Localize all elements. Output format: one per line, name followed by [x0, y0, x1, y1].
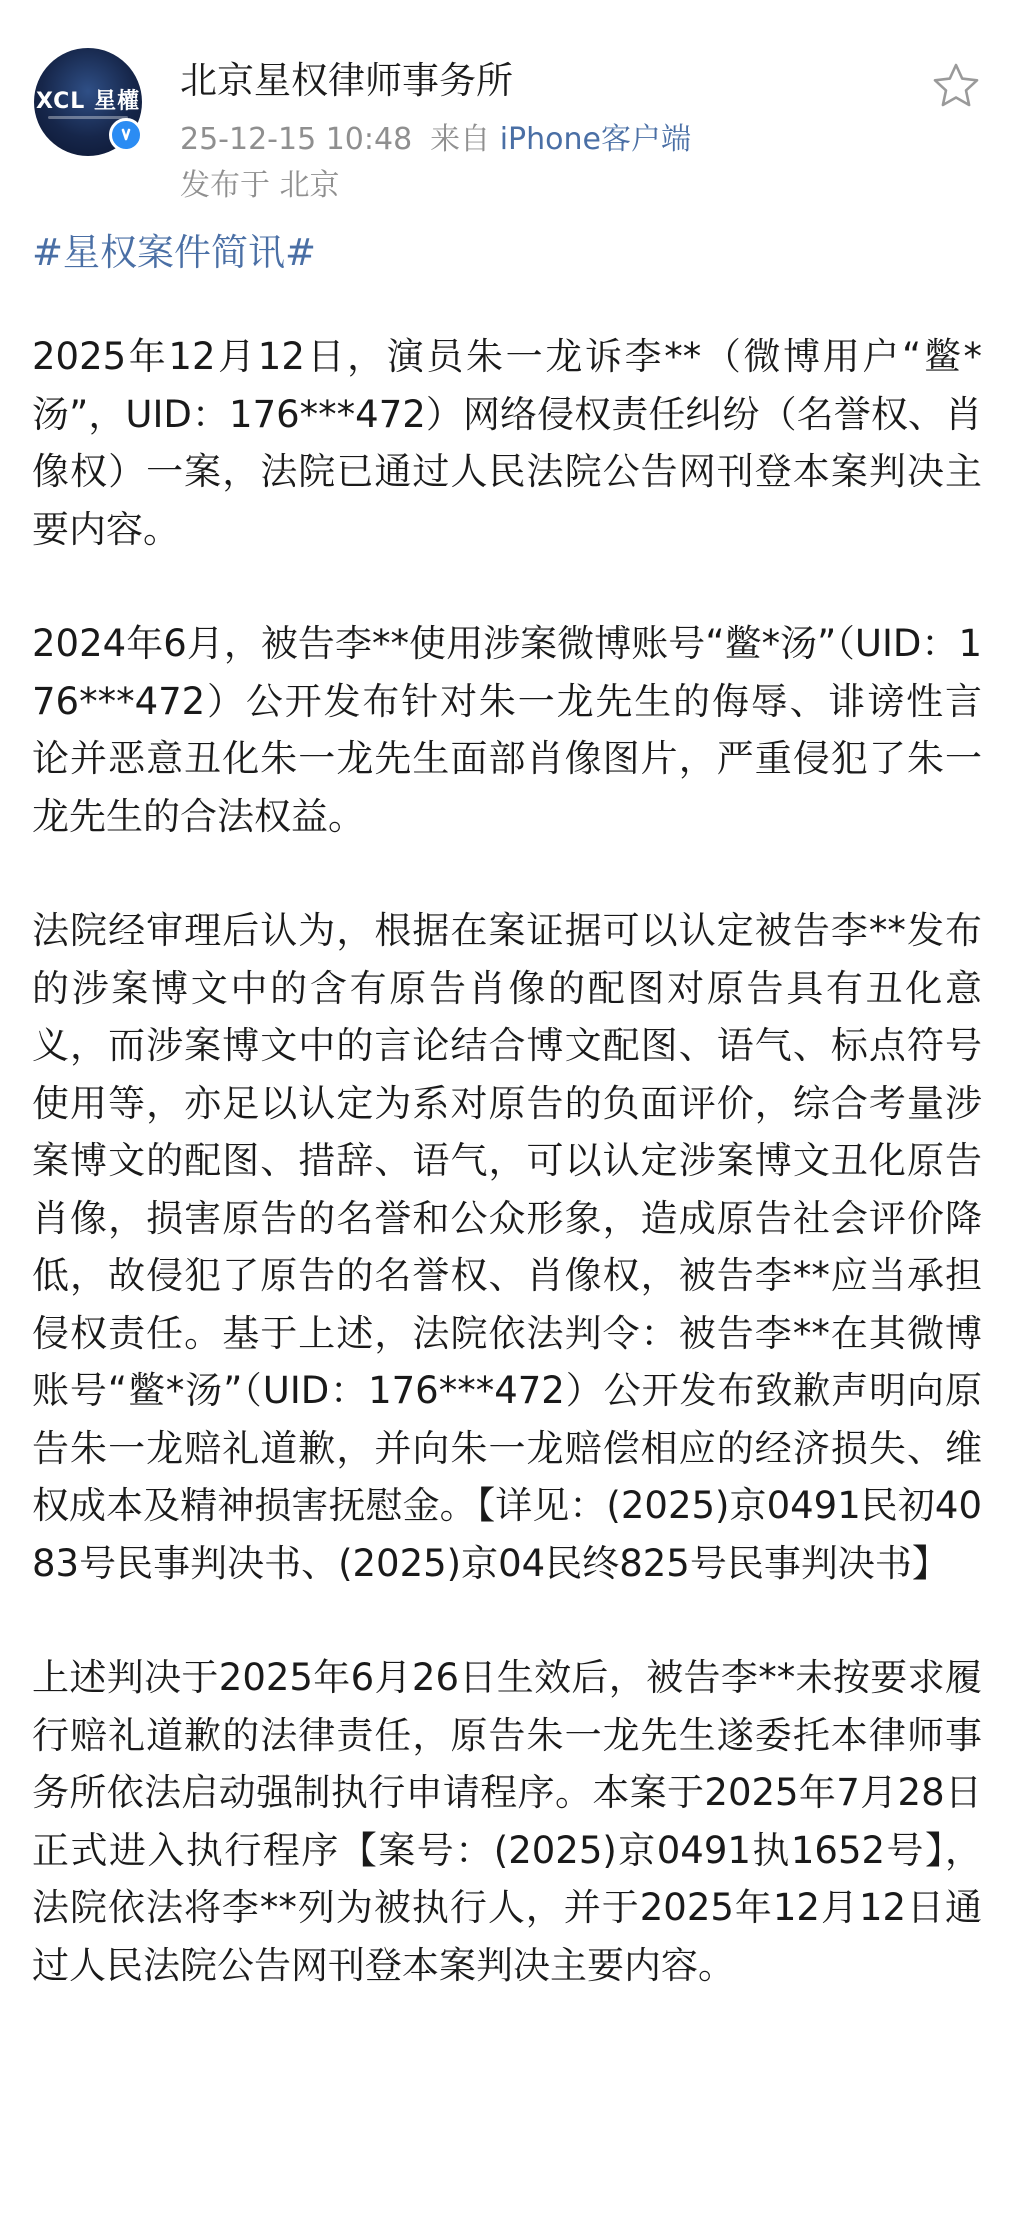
avatar-decoration	[48, 116, 128, 119]
author-name[interactable]: 北京星权律师事务所	[180, 59, 513, 102]
avatar-logo: XCL 星權	[35, 89, 140, 114]
post-meta	[180, 114, 691, 158]
paragraph-1: 2025年12月12日，演员朱一龙诉李**（微博用户“鳖*汤”，UID：176***472）网络侵权责任纠纷（名誉权、肖像权）一案，法院已通过人民法院公告网刊登本案判决主要内容。	[32, 335, 982, 551]
hashtag-link[interactable]: #星权案件简讯#	[32, 231, 317, 274]
source-prefix: 来自	[430, 122, 491, 157]
star-outline-icon[interactable]	[930, 60, 982, 112]
source-client-link[interactable]: iPhone客户端	[499, 122, 691, 157]
post-header	[0, 0, 1014, 203]
paragraph-4: 上述判决于2025年6月26日生效后，被告李**未按要求履行赔礼道歉的法律责任，原告朱一龙先生遂委托本律师事务所依法启动强制执行申请程序。本案于2025年7月28日正式进入执行程序【案号：(2025)京0491执1652号】，法院依法将李**列为被执行人，并于2025年12月12日通过人民法院公告网刊登本案判决主要内容。	[32, 1656, 982, 1987]
paragraph-3: 法院经审理后认为，根据在案证据可以认定被告李**发布的涉案博文中的含有原告肖像的配图对原告具有丑化意义，而涉案博文中的言论结合博文配图、语气、标点符号使用等，亦足以认定为系对原告的负面评价，综合考量涉案博文的配图、措辞、语气，可以认定涉案博文丑化原告肖像，损害原告的名誉和公众形象，造成原告社会评价降低，故侵犯了原告的名誉权、肖像权，被告李**应当承担侵权责任。基于上述，法院依法判令：被告李**在其微博账号“鳖*汤”（UID：176***472）公开发布致歉声明向原告朱一龙赔礼道歉，并向朱一龙赔偿相应的经济损失、维权成本及精神损害抚慰金。【详见：(2025)京0491民初4083号民事判决书、(2025)京04民终825号民事判决书】	[32, 909, 982, 1585]
verified-badge-icon	[109, 118, 143, 152]
post-body	[32, 228, 982, 1994]
post-location: 发布于 北京	[180, 168, 340, 203]
post-timestamp: 25-12-15 10:48	[180, 122, 413, 157]
paragraph-2: 2024年6月，被告李**使用涉案微博账号“鳖*汤”（UID：176***472）公开发布针对朱一龙先生的侮辱、诽谤性言论并恶意丑化朱一龙先生面部肖像图片，严重侵犯了朱一龙先生的合法权益。	[32, 622, 982, 838]
